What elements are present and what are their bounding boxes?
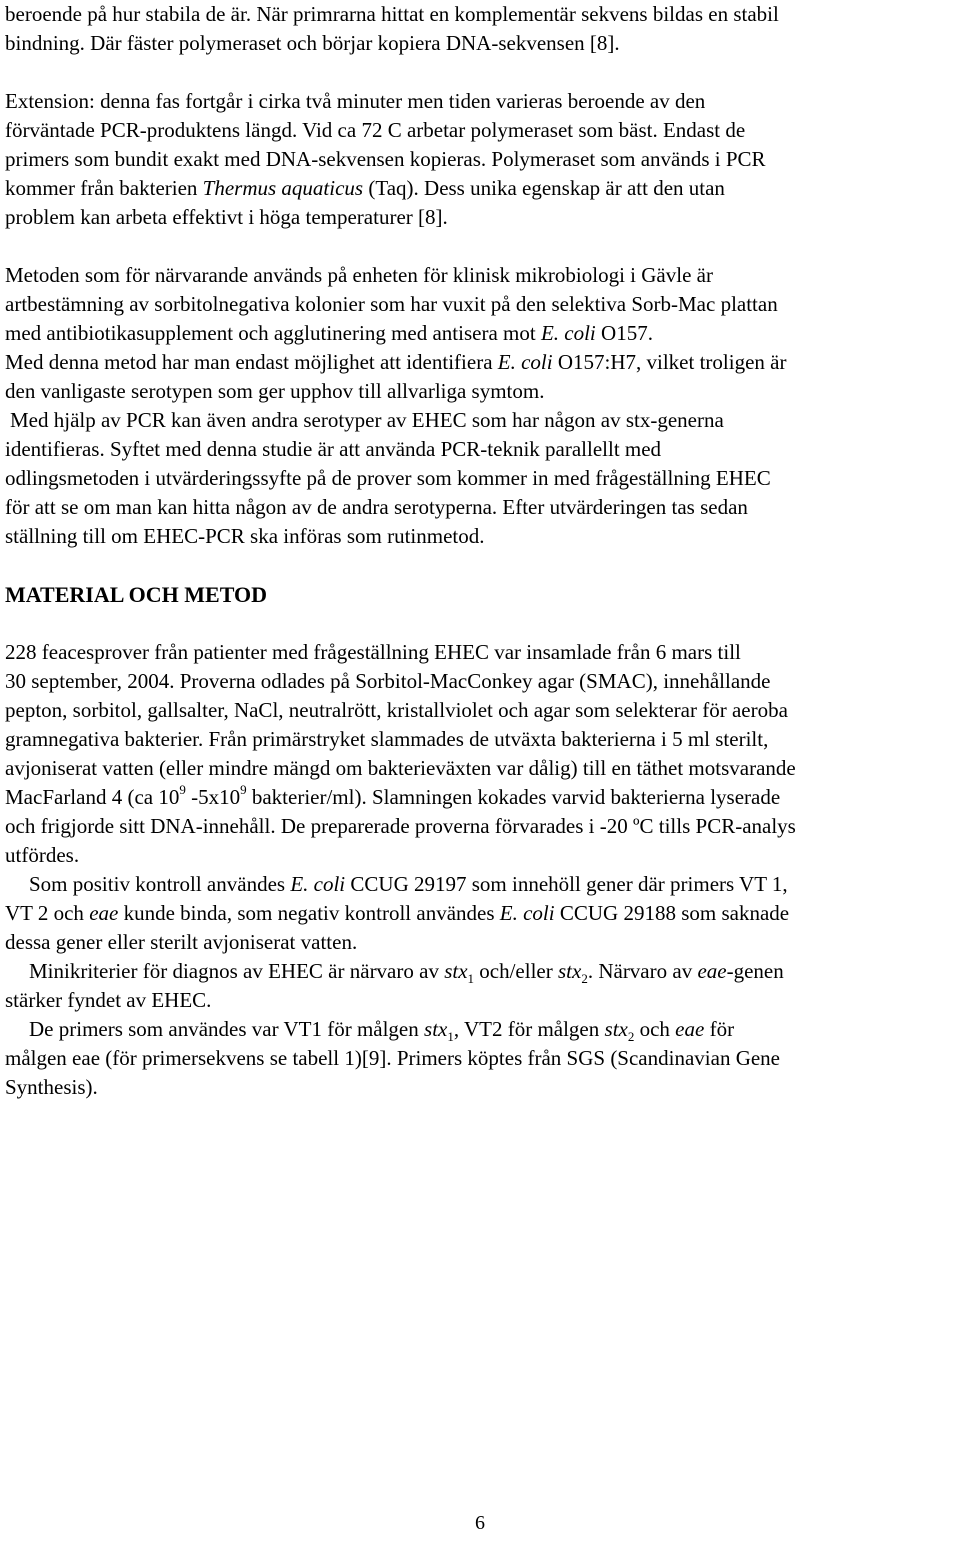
text-line: problem kan arbeta effektivt i höga temperaturer [8]. (5, 205, 448, 229)
text-run: O157:H7, vilket troligen är (552, 350, 787, 374)
text-run: De primers som användes var VT1 för målgen (29, 1017, 425, 1041)
subscript: 1 (447, 1029, 454, 1045)
superscript: 9 (179, 782, 186, 797)
page-number: 6 (475, 1512, 485, 1534)
text-line: odlingsmetoden i utvärderingssyfte på de prover som kommer in med frågeställning EHEC (5, 466, 771, 490)
primers-paragraph (5, 1015, 957, 1102)
text-run: -5x10 (185, 785, 241, 809)
text-line: primers som bundit exakt med DNA-sekvensen kopieras. Polymeraset som används i PCR (5, 147, 766, 171)
text-line (5, 899, 957, 928)
text-line: målgen eae (för primersekvens se tabell 1)[9]. Primers köptes från SGS (Scandinavian Gene (5, 1046, 781, 1070)
text-line: pepton, sorbitol, gallsalter, NaCl, neutralrött, kristallviolet och agar som selekterar för aeroba (5, 698, 788, 722)
text-line: och frigjorde sitt DNA-innehåll. De preparerade proverna förvarades i -20 ºC tills PCR-analys (5, 814, 796, 838)
text-line: dessa gener eller sterilt avjoniserat vatten. (5, 930, 358, 954)
control-paragraph (5, 870, 957, 957)
italic-species-name: E. coli (497, 350, 553, 374)
text-line (5, 1015, 957, 1044)
document-page (5, 0, 957, 1102)
italic-species-name: E. coli (290, 872, 346, 896)
text-line: ställning till om EHEC-PCR ska införas som rutinmetod. (5, 524, 485, 548)
text-run: kunde binda, som negativ kontroll användes (118, 901, 500, 925)
text-run: Som positiv kontroll användes (29, 872, 291, 896)
italic-gene-name: stx (424, 1017, 448, 1041)
subscript: 1 (467, 971, 475, 987)
text-line: den vanligaste serotypen som ger upphov till allvarliga symtom. (5, 379, 545, 403)
text-run: VT 2 och (5, 901, 90, 925)
italic-gene-name: eae (675, 1017, 705, 1041)
italic-gene-name: eae (89, 901, 119, 925)
text-line: för att se om man kan hitta någon av de andra serotyperna. Efter utvärderingen tas sedan (5, 495, 748, 519)
text-line (5, 348, 957, 377)
text-run: CCUG 29188 som saknade (554, 901, 790, 925)
paragraph-gap (5, 232, 957, 261)
text-line: utfördes. (5, 843, 80, 867)
text-line: Metoden som för närvarande används på enheten för klinisk mikrobiologi i Gävle är (5, 263, 713, 287)
text-run: med antibiotikasupplement och agglutinering med antisera mot (5, 321, 541, 345)
paragraph-gap (5, 58, 957, 87)
text-run: . Närvaro av (587, 959, 698, 983)
paragraph-gap (5, 609, 957, 638)
text-line: Extension: denna fas fortgår i cirka två minuter men tiden varieras beroende av den (5, 89, 706, 113)
text-run: Med denna metod har man endast möjlighet att identifiera (5, 350, 498, 374)
text-line: Med hjälp av PCR kan även andra serotyper av EHEC som har någon av stx-generna (10, 408, 724, 432)
text-line (5, 957, 957, 986)
text-run: och/eller (474, 959, 558, 983)
intro-paragraph (5, 0, 957, 58)
section-heading: MATERIAL OCH METOD (5, 582, 267, 607)
text-line: avjoniserat vatten (eller mindre mängd om bakterieväxten var dålig) till en täthet motsvarande (5, 756, 796, 780)
text-line: stärker fyndet av EHEC. (5, 988, 212, 1012)
text-run: MacFarland 4 (ca 10 (5, 785, 180, 809)
text-run: Minikriterier för diagnos av EHEC är närvaro av (29, 959, 445, 983)
subscript: 2 (581, 971, 588, 987)
italic-species-name: E. coli (499, 901, 555, 925)
italic-species-name: E. coli (540, 321, 596, 345)
italic-gene-name: eae (697, 959, 727, 983)
text-run: för (704, 1017, 735, 1041)
text-line (5, 783, 957, 812)
text-line: gramnegativa bakterier. Från primärstryket slammades de utväxta bakterierna i 5 ml sterilt, (5, 727, 769, 751)
text-run: CCUG 29197 som innehöll gener där primers VT 1, (345, 872, 788, 896)
criteria-paragraph (5, 957, 957, 1015)
text-line: 30 september, 2004. Proverna odlades på Sorbitol-MacConkey agar (SMAC), innehållande (5, 669, 771, 693)
text-run: , VT2 för målgen (453, 1017, 605, 1041)
text-line: beroende på hur stabila de är. När primrarna hittat en komplementär sekvens bildas en stabil (5, 2, 779, 26)
text-line: Synthesis). (5, 1075, 98, 1099)
superscript: 9 (240, 782, 247, 797)
text-run: O157. (595, 321, 653, 345)
text-line: förväntade PCR-produktens längd. Vid ca 72 C arbetar polymeraset som bäst. Endast de (5, 118, 746, 142)
text-line (5, 319, 957, 348)
extension-paragraph (5, 87, 957, 232)
text-line: 228 feacesprover från patienter med frågeställning EHEC var insamlade från 6 mars till (5, 640, 741, 664)
text-line: bindning. Där fäster polymeraset och börjar kopiera DNA-sekvensen [8]. (5, 31, 620, 55)
material-paragraph (5, 638, 957, 870)
method-paragraph (5, 261, 957, 551)
text-run: bakterier/ml). Slamningen kokades varvid bakterierna lyserade (246, 785, 781, 809)
text-line (5, 870, 957, 899)
text-line: artbestämning av sorbitolnegativa kolonier som har vuxit på den selektiva Sorb-Mac plattan (5, 292, 778, 316)
text-run: kommer från bakterien (5, 176, 203, 200)
italic-species-name: Thermus aquaticus (202, 176, 364, 200)
italic-gene-name: stx (558, 959, 582, 983)
subscript: 2 (627, 1029, 635, 1045)
italic-gene-name: stx (604, 1017, 628, 1041)
text-line: identifieras. Syftet med denna studie är att använda PCR-teknik parallellt med (5, 437, 662, 461)
text-run: (Taq). Dess unika egenskap är att den utan (363, 176, 725, 200)
italic-gene-name: stx (444, 959, 468, 983)
text-run: -genen (726, 959, 784, 983)
text-run: och (634, 1017, 676, 1041)
paragraph-gap (5, 551, 957, 580)
text-line (5, 174, 957, 203)
